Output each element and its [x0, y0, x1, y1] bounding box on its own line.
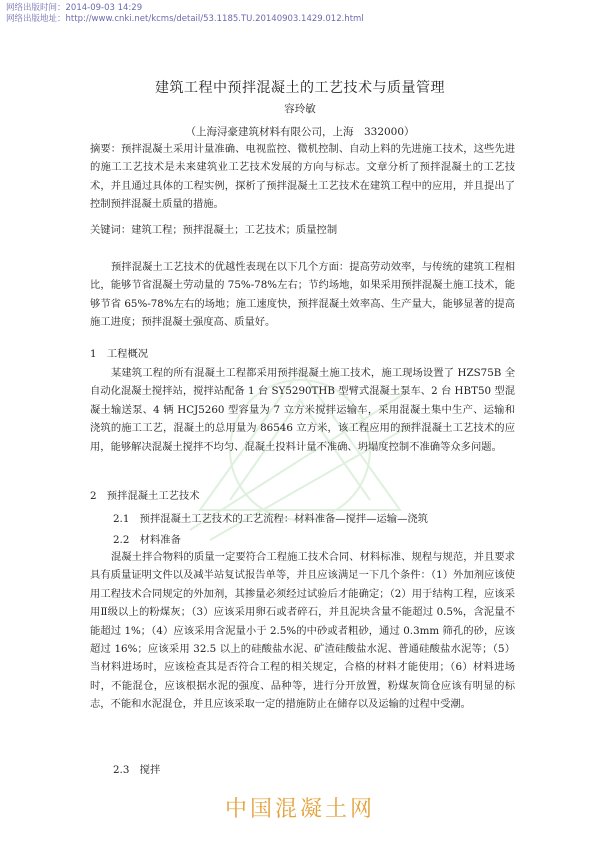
publication-time-value: 2014-09-03 14:29: [65, 3, 143, 13]
footer-brand-logo: 中国混凝土网: [224, 797, 375, 822]
section-1-heading: 1 工程概况: [90, 348, 149, 360]
intro-paragraph: 预拌混凝土工艺技术的优越性表现在以下几个方面：提高劳动效率，与传统的建筑工程相比，能够节省混凝土劳动量的 75%-78%左右；节约场地，如果采用预拌混凝土施工技术，能够节省 65%-78%左右的场地；施工速度快，预拌混凝土效率高、生产量大，能够显著的提高施工进度；预拌混凝土强度高、质量好。: [90, 261, 515, 329]
publication-time-label: 网络出版时间：: [6, 3, 66, 13]
section-2-heading: 2 预拌混凝土工艺技术: [90, 490, 200, 502]
author-name: 容玲敏: [284, 103, 316, 115]
keywords: 关键词：建筑工程；预拌混凝土；工艺技术；质量控制: [90, 224, 338, 236]
publication-url: [6, 14, 364, 24]
section-2-3-heading: 2.3 搅拌: [113, 764, 161, 776]
publication-url-link[interactable]: http://www.cnki.net/kcms/detail/53.1185.TU.20140903.1429.012.html: [65, 14, 364, 24]
author-affiliation: （上海浔豪建筑材料有限公司，上海 332000）: [185, 126, 415, 138]
section-2-2-heading: 2.2 材料准备: [113, 534, 181, 546]
publication-url-label: 网络出版地址：: [6, 14, 66, 24]
section-1-paragraph: 某建筑工程的所有混凝土工程都采用预拌混凝土施工技术，施工现场设置了 HZS75B 全自动化混凝土搅拌站，搅拌站配备 1 台 SY5290THB 型臂式混凝土泵车、2 台 HBT50 型混凝土输送泵、4 辆 HCJ5260 型容量为 7 立方米搅拌运输车，采用混凝土集中生产、运输和浇筑的施工工艺，混凝土的总用量为 86546 立方米，该工程应用的预拌混凝土工艺技术的应用，能够解决混凝土搅拌不均匀、混凝土投料计量不准确、坍塌度控制不准确等众多问题。: [90, 367, 515, 453]
publication-time: [6, 3, 142, 13]
section-2-2-paragraph: 混凝土拌合物料的质量一定要符合工程施工技术合同、材料标准、规程与规范，并且要求具有质量证明文件以及减半站复试报告单等，并且应该满足一下几个条件：（1）外加剂应该使用工程技术合同规定的外加剂，其掺量必须经过试验后才能确定；（2）用于结构工程，应该采用Ⅱ级以上的粉煤灰；（3）应该采用卵石或者碎石，并且泥块含量不能超过 0.5%，含泥量不能超过 1%；（4）应该采用含泥量小于 2.5%的中砂或者粗砂，通过 0.3mm 筛孔的砂，应该超过 16%；应该采用 32.5 以上的硅酸盐水泥、矿渣硅酸盐水泥、普通硅酸盐水泥等；（5）当材料进场时，应该检查其是否符合工程的相关规定，合格的材料才能使用；（6）材料进场时，不能混仓，应该根据水泥的强度、品种等，进行分开放置，粉煤灰筒仓应该有明显的标志，不能和水泥混仓，并且应该采取一定的措施防止在储存以及运输的过程中受潮。: [90, 551, 515, 711]
section-2-1-heading: 2.1 预拌混凝土工艺技术的工艺流程：材料准备—搅拌—运输—浇筑: [113, 513, 428, 525]
paper-title: 建筑工程中预拌混凝土的工艺技术与质量管理: [155, 80, 445, 96]
abstract: 摘要：预拌混凝土采用计量准确、电视监控、微机控制、自动上料的先进施工技术，这些先进的施工工艺技术是未来建筑业工艺技术发展的方向与标志。文章分析了预拌混凝土的工艺技术，并且通过具体的工程实例，探析了预拌混凝土工艺技术在建筑工程中的应用，并且提出了控制预拌混凝土质量的措施。: [90, 143, 515, 211]
